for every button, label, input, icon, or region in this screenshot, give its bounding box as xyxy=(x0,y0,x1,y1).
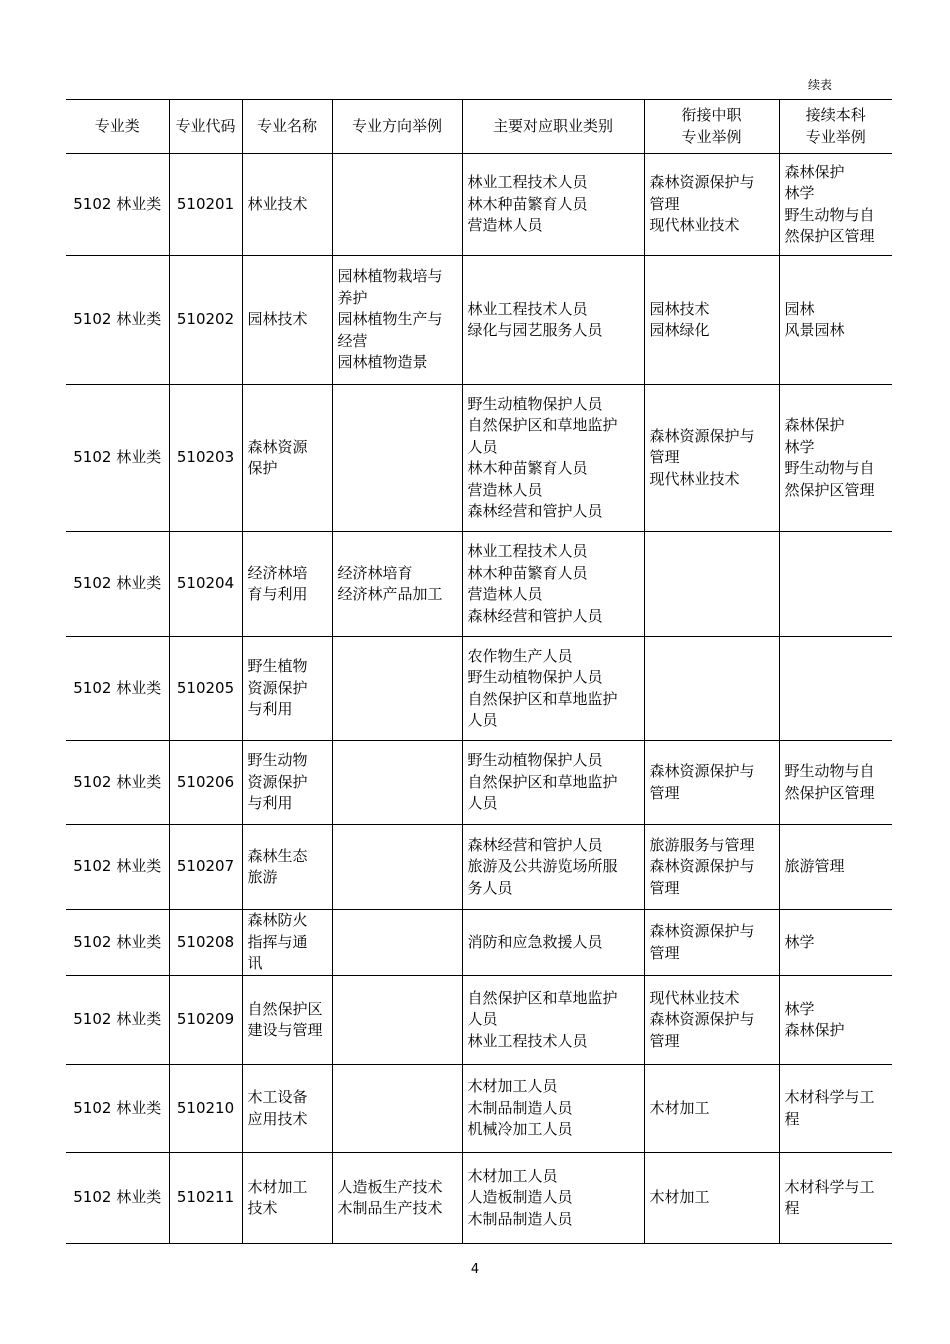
cell-bachelor xyxy=(779,1153,892,1244)
cell-direction-line: 经济林培育 xyxy=(337,563,413,582)
cell-major-name-line: 与利用 xyxy=(247,794,293,813)
cell-bachelor xyxy=(779,976,892,1065)
cell-secondary-line: 管理 xyxy=(649,448,680,467)
cell-jobs-line: 林业工程技术人员 xyxy=(467,542,588,560)
cell-major-name-line: 森林资源 xyxy=(247,437,308,456)
cell-major-name-line: 林业技术 xyxy=(247,194,308,213)
cell-direction-line: 经济林产品加工 xyxy=(337,585,443,603)
cell-jobs-line: 木制品制造人员 xyxy=(467,1098,573,1117)
cell-major-name xyxy=(242,532,332,637)
cell-category: 5102 林业类 xyxy=(66,1065,169,1153)
cell-direction-line: 养护 xyxy=(337,288,368,307)
cell-secondary xyxy=(644,154,779,256)
cell-category: 5102 林业类 xyxy=(66,825,169,910)
cell-secondary xyxy=(644,825,779,910)
cell-jobs-line: 自然保护区和草地监护 xyxy=(467,689,618,708)
cell-direction xyxy=(332,1153,462,1244)
cell-major-name xyxy=(242,1065,332,1153)
cell-major-name-line: 资源保护 xyxy=(247,678,308,697)
cell-secondary-line: 森林资源保护与 xyxy=(649,762,755,780)
cell-code: 510207 xyxy=(169,825,242,910)
cell-direction-line: 园林植物造景 xyxy=(337,353,428,372)
table-row xyxy=(66,1153,892,1244)
cell-jobs-line: 森林经营和管护人员 xyxy=(467,502,603,520)
header-secondary xyxy=(644,100,779,154)
cell-category: 5102 林业类 xyxy=(66,154,169,256)
cell-secondary-line: 森林资源保护与 xyxy=(649,173,755,192)
cell-secondary-line: 森林资源保护与 xyxy=(649,922,755,940)
cell-bachelor-line: 风景园林 xyxy=(784,321,845,339)
table-row xyxy=(66,976,892,1065)
cell-secondary xyxy=(644,637,779,741)
cell-major-name xyxy=(242,741,332,825)
cell-secondary xyxy=(644,976,779,1065)
cell-jobs-line: 营造林人员 xyxy=(467,585,543,603)
cell-secondary xyxy=(644,1153,779,1244)
header-direction: 专业方向举例 xyxy=(332,100,462,154)
cell-secondary-line: 管理 xyxy=(649,194,680,213)
cell-jobs-line: 林业工程技术人员 xyxy=(467,299,588,318)
cell-direction-line: 人造板生产技术 xyxy=(337,1177,443,1196)
cell-jobs xyxy=(462,741,644,825)
cell-jobs-line: 自然保护区和草地监护 xyxy=(467,416,618,434)
cell-major-name xyxy=(242,637,332,741)
cell-major-name-line: 木材加工 xyxy=(247,1177,308,1196)
cell-bachelor-line: 木材科学与工 xyxy=(784,1088,875,1106)
cell-secondary-line: 森林资源保护与 xyxy=(649,857,755,876)
cell-bachelor-line: 林学 xyxy=(784,932,815,951)
cell-category: 5102 林业类 xyxy=(66,256,169,385)
cell-category: 5102 林业类 xyxy=(66,741,169,825)
cell-direction xyxy=(332,825,462,910)
cell-jobs xyxy=(462,637,644,741)
cell-jobs xyxy=(462,256,644,385)
table-row xyxy=(66,532,892,637)
major-table xyxy=(66,99,892,1244)
cell-major-name-line: 资源保护 xyxy=(247,772,308,791)
cell-jobs-line: 林木种苗繁育人员 xyxy=(467,459,588,477)
cell-secondary xyxy=(644,532,779,637)
cell-category: 5102 林业类 xyxy=(66,637,169,741)
cell-bachelor xyxy=(779,825,892,910)
cell-bachelor-line: 森林保护 xyxy=(784,1021,845,1039)
cell-direction-line: 经营 xyxy=(337,331,368,350)
cell-jobs-line: 营造林人员 xyxy=(467,480,543,499)
cell-secondary-line: 现代林业技术 xyxy=(649,469,740,488)
cell-bachelor xyxy=(779,741,892,825)
table-row xyxy=(66,154,892,256)
header-secondary-line: 专业举例 xyxy=(681,127,742,146)
cell-bachelor xyxy=(779,154,892,256)
cell-secondary-line: 管理 xyxy=(649,878,680,897)
cell-secondary-line: 现代林业技术 xyxy=(649,988,740,1007)
cell-direction-line: 园林植物栽培与 xyxy=(337,267,443,286)
cell-jobs xyxy=(462,532,644,637)
cell-jobs-line: 野生动植物保护人员 xyxy=(467,751,603,770)
cell-secondary-line: 木材加工 xyxy=(649,1188,710,1207)
cell-category: 5102 林业类 xyxy=(66,532,169,637)
header-secondary-line: 衔接中职 xyxy=(681,106,742,124)
cell-jobs xyxy=(462,1065,644,1153)
table-row xyxy=(66,637,892,741)
cell-category: 5102 林业类 xyxy=(66,910,169,976)
cell-major-name-line: 自然保护区 xyxy=(247,999,323,1018)
cell-direction xyxy=(332,637,462,741)
cell-major-name xyxy=(242,910,332,976)
cell-jobs xyxy=(462,910,644,976)
cell-bachelor-line: 园林 xyxy=(784,299,815,318)
cell-major-name-line: 保护 xyxy=(247,459,278,477)
cell-jobs-line: 农作物生产人员 xyxy=(467,646,573,665)
cell-secondary-line: 森林资源保护与 xyxy=(649,426,755,445)
cell-secondary-line: 管理 xyxy=(649,1031,680,1050)
cell-bachelor-line: 程 xyxy=(784,1199,800,1217)
cell-bachelor-line: 林学 xyxy=(784,999,815,1018)
cell-major-name xyxy=(242,825,332,910)
cell-secondary-line: 管理 xyxy=(649,783,680,802)
cell-category: 5102 林业类 xyxy=(66,385,169,532)
cell-bachelor-line: 森林保护 xyxy=(784,162,845,181)
cell-jobs-line: 木制品制造人员 xyxy=(467,1209,573,1228)
cell-bachelor-line: 野生动物与自 xyxy=(784,762,875,780)
cell-jobs xyxy=(462,825,644,910)
cell-code: 510205 xyxy=(169,637,242,741)
cell-jobs-line: 自然保护区和草地监护 xyxy=(467,772,618,791)
cell-secondary xyxy=(644,385,779,532)
cell-jobs-line: 营造林人员 xyxy=(467,216,543,235)
cell-jobs-line: 绿化与园艺服务人员 xyxy=(467,321,603,339)
cell-secondary-line: 管理 xyxy=(649,943,680,962)
cell-bachelor xyxy=(779,256,892,385)
cell-category: 5102 林业类 xyxy=(66,976,169,1065)
cell-jobs-line: 消防和应急救援人员 xyxy=(467,932,603,951)
header-name: 专业名称 xyxy=(242,100,332,154)
cell-bachelor-line: 程 xyxy=(784,1109,800,1128)
cell-bachelor-line: 旅游管理 xyxy=(784,857,845,876)
cell-jobs xyxy=(462,385,644,532)
cell-direction xyxy=(332,976,462,1065)
cell-bachelor-line: 野生动物与自 xyxy=(784,459,875,477)
cell-jobs-line: 林业工程技术人员 xyxy=(467,1031,588,1050)
cell-secondary xyxy=(644,256,779,385)
cell-bachelor-line: 然保护区管理 xyxy=(784,227,875,245)
cell-jobs-line: 林木种苗繁育人员 xyxy=(467,563,588,582)
cell-secondary-line: 现代林业技术 xyxy=(649,216,740,235)
cell-jobs-line: 野生动植物保护人员 xyxy=(467,394,603,413)
cell-major-name-line: 园林技术 xyxy=(247,310,308,329)
table-row xyxy=(66,825,892,910)
cell-bachelor xyxy=(779,385,892,532)
cell-jobs-line: 人员 xyxy=(467,1010,498,1029)
page-number: 4 xyxy=(470,1262,480,1277)
continued-label: 续表 xyxy=(808,78,833,92)
cell-major-name-line: 建设与管理 xyxy=(247,1021,323,1039)
cell-code: 510211 xyxy=(169,1153,242,1244)
cell-jobs-line: 人员 xyxy=(467,437,498,456)
cell-direction-line: 园林植物生产与 xyxy=(337,310,443,329)
cell-secondary-line: 园林绿化 xyxy=(649,321,710,339)
cell-bachelor-line: 野生动物与自 xyxy=(784,205,875,224)
cell-bachelor xyxy=(779,910,892,976)
cell-major-name-line: 木工设备 xyxy=(247,1088,308,1106)
cell-bachelor-line: 林学 xyxy=(784,437,815,456)
cell-major-name xyxy=(242,154,332,256)
cell-major-name-line: 经济林培 xyxy=(247,563,308,582)
cell-jobs-line: 人造板制造人员 xyxy=(467,1188,573,1207)
cell-jobs-line: 森林经营和管护人员 xyxy=(467,835,603,854)
cell-jobs-line: 木材加工人员 xyxy=(467,1077,558,1096)
cell-major-name xyxy=(242,385,332,532)
cell-major-name-line: 与利用 xyxy=(247,700,293,719)
cell-code: 510203 xyxy=(169,385,242,532)
cell-jobs-line: 野生动植物保护人员 xyxy=(467,668,603,686)
header-row xyxy=(66,100,892,154)
cell-major-name xyxy=(242,256,332,385)
cell-bachelor xyxy=(779,637,892,741)
cell-jobs-line: 人员 xyxy=(467,711,498,729)
cell-secondary-line: 木材加工 xyxy=(649,1098,710,1117)
cell-direction-line: 木制品生产技术 xyxy=(337,1199,443,1217)
cell-jobs-line: 机械冷加工人员 xyxy=(467,1120,573,1139)
cell-direction xyxy=(332,910,462,976)
cell-major-name-line: 森林防火 xyxy=(247,911,308,930)
cell-code: 510201 xyxy=(169,154,242,256)
cell-secondary xyxy=(644,741,779,825)
table-row xyxy=(66,256,892,385)
cell-bachelor-line: 木材科学与工 xyxy=(784,1177,875,1196)
cell-secondary-line: 旅游服务与管理 xyxy=(649,835,755,854)
header-jobs: 主要对应职业类别 xyxy=(462,100,644,154)
cell-bachelor-line: 林学 xyxy=(784,184,815,202)
cell-major-name-line: 野生植物 xyxy=(247,657,308,676)
cell-bachelor-line: 然保护区管理 xyxy=(784,783,875,802)
table-row xyxy=(66,1065,892,1153)
header-category: 专业类 xyxy=(66,100,169,154)
cell-code: 510204 xyxy=(169,532,242,637)
table-body xyxy=(66,154,892,1244)
cell-jobs-line: 务人员 xyxy=(467,878,513,897)
cell-major-name-line: 技术 xyxy=(247,1199,278,1217)
cell-code: 510206 xyxy=(169,741,242,825)
cell-major-name-line: 野生动物 xyxy=(247,751,308,770)
cell-bachelor xyxy=(779,532,892,637)
cell-direction xyxy=(332,256,462,385)
table-row xyxy=(66,910,892,976)
cell-major-name-line: 育与利用 xyxy=(247,585,308,603)
cell-major-name-line: 应用技术 xyxy=(247,1109,308,1128)
cell-direction xyxy=(332,741,462,825)
cell-major-name-line: 讯 xyxy=(247,954,263,973)
cell-jobs xyxy=(462,1153,644,1244)
cell-jobs-line: 森林经营和管护人员 xyxy=(467,606,603,625)
cell-jobs-line: 木材加工人员 xyxy=(467,1166,558,1185)
cell-direction xyxy=(332,532,462,637)
cell-category: 5102 林业类 xyxy=(66,1153,169,1244)
cell-jobs-line: 林木种苗繁育人员 xyxy=(467,194,588,213)
cell-jobs-line: 旅游及公共游览场所服 xyxy=(467,857,618,876)
cell-code: 510209 xyxy=(169,976,242,1065)
cell-bachelor xyxy=(779,1065,892,1153)
cell-major-name-line: 指挥与通 xyxy=(247,932,308,951)
cell-major-name-line: 森林生态 xyxy=(247,846,308,865)
table-row xyxy=(66,741,892,825)
cell-direction xyxy=(332,154,462,256)
cell-secondary-line: 园林技术 xyxy=(649,299,710,318)
header-bachelor-line: 接续本科 xyxy=(805,106,866,124)
cell-jobs-line: 林业工程技术人员 xyxy=(467,173,588,192)
cell-major-name xyxy=(242,976,332,1065)
cell-secondary-line: 森林资源保护与 xyxy=(649,1010,755,1029)
cell-direction xyxy=(332,385,462,532)
cell-jobs xyxy=(462,976,644,1065)
cell-major-name-line: 旅游 xyxy=(247,868,278,886)
header-bachelor-line: 专业举例 xyxy=(805,127,866,146)
header-bachelor xyxy=(779,100,892,154)
cell-bachelor-line: 然保护区管理 xyxy=(784,480,875,499)
cell-code: 510208 xyxy=(169,910,242,976)
cell-secondary xyxy=(644,1065,779,1153)
cell-major-name xyxy=(242,1153,332,1244)
cell-jobs-line: 自然保护区和草地监护 xyxy=(467,988,618,1007)
cell-secondary xyxy=(644,910,779,976)
cell-direction xyxy=(332,1065,462,1153)
cell-code: 510210 xyxy=(169,1065,242,1153)
cell-jobs xyxy=(462,154,644,256)
cell-jobs-line: 人员 xyxy=(467,794,498,813)
header-code: 专业代码 xyxy=(169,100,242,154)
cell-bachelor-line: 森林保护 xyxy=(784,416,845,434)
table-row xyxy=(66,385,892,532)
cell-code: 510202 xyxy=(169,256,242,385)
